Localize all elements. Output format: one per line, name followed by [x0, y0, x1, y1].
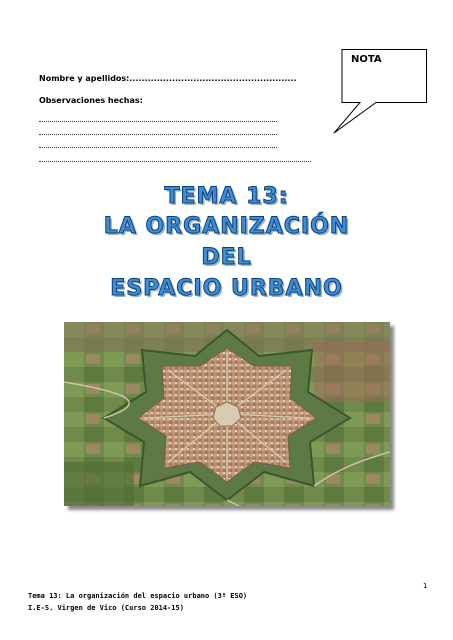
observations-line-1 — [39, 121, 277, 122]
grade-box-label: NOTA — [351, 54, 382, 65]
name-field-label: Nombre y apellidos:....................................................... — [39, 74, 297, 83]
footer-school: I.E-S. Virgen de Vico (Curso 2014-15) — [28, 604, 184, 612]
cover-photo — [64, 322, 390, 506]
title-line-3: DEL — [201, 245, 252, 270]
observations-line-2 — [39, 134, 277, 135]
title-line-1: TEMA 13: — [164, 184, 289, 209]
observations-line-3 — [39, 147, 277, 148]
observations-label: Observaciones hechas: — [39, 96, 143, 105]
observations-line-4 — [39, 161, 311, 162]
page-number: 1 — [423, 582, 428, 590]
title-line-2: LA ORGANIZACIÓN — [103, 214, 350, 239]
aerial-star-city-icon — [64, 322, 390, 506]
footer-course-title: Tema 13: La organización del espacio urbano (3º ESO) — [28, 592, 248, 600]
title-line-4: ESPACIO URBANO — [110, 276, 343, 301]
